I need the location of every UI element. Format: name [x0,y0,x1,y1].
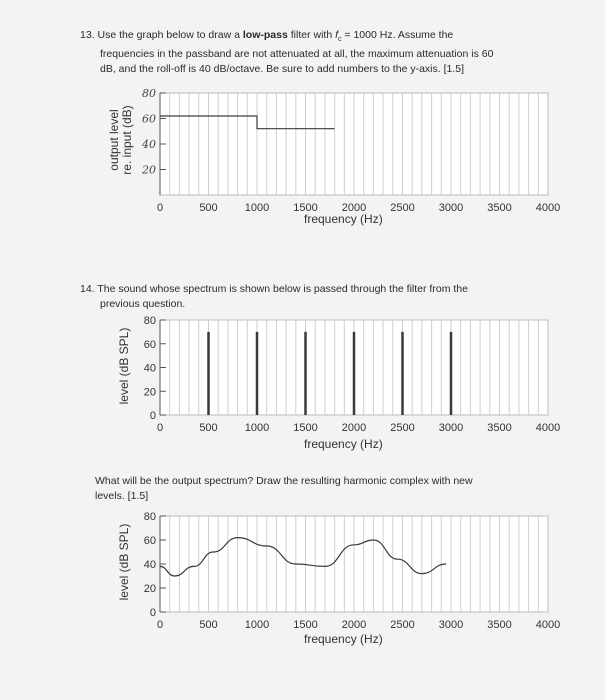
q15-line2: levels. [1.5] [95,490,149,502]
chart3-xtick-label: 3500 [487,619,512,631]
q13-text-b: filter with [287,29,336,41]
chart2-xtick-label: 1500 [293,422,318,434]
chart3-xtick-label: 3000 [438,619,464,631]
chart1-xlabel: frequency (Hz) [304,212,383,226]
chart1-xtick-label: 3500 [487,202,512,214]
chart3-ylabel-text: level (dB SPL) [117,523,131,601]
q13-bold: low-pass [242,29,288,41]
q14-text: The sound whose spectrum is shown below is passed through the filter from the [97,283,468,295]
chart2-ytick-label: 20 [143,386,156,399]
chart1-xtick-label: 1000 [244,202,270,214]
chart2-ylabel-text: level (dB SPL) [117,327,131,405]
q13-text-a: Use the graph below to draw a [97,29,243,41]
chart2-xtick-label: 2000 [341,422,367,434]
q13-line3: dB, and the roll-off is 40 dB/octave. Be sure to add numbers to the y-axis. [1.5] [100,63,465,76]
chart3-xtick-label: 0 [156,619,164,631]
chart2-xtick-label: 3500 [487,422,512,434]
chart2-ytick-label: 80 [143,315,156,327]
q14-line2: previous question. [100,298,186,310]
q13-fc: f [335,29,338,41]
chart1-ytick-label: 60 [142,112,156,126]
q15-line1: What will be the output spectrum? Draw the resulting harmonic complex with new [95,475,473,487]
chart1-ytick-label: 20 [142,163,156,177]
chart1-xtick-label: 3000 [438,202,464,214]
q13-text-c: = 1000 Hz. Assume the [341,29,454,41]
q14-line1 [80,282,580,297]
chart1-ytick-label: 40 [142,138,156,151]
chart1-ylabel-line1: output level [107,109,121,171]
chart3-xtick-label: 2500 [390,619,415,631]
chart3-xtick-label: 1000 [244,619,270,631]
question-14 [80,282,580,312]
chart2-ytick-label: 40 [143,362,156,375]
chart2-ytick-label: 60 [143,338,156,351]
chart2-xtick-label: 500 [199,422,218,434]
chart3-ytick-label: 20 [143,583,156,595]
chart1-xtick-label: 1500 [293,202,318,214]
chart3-xlabel: frequency (Hz) [304,632,383,646]
chart1-xtick-label: 0 [156,202,164,214]
chart1-xtick-label: 500 [199,202,218,214]
chart2-xlabel: frequency (Hz) [304,437,383,451]
chart3-ylabel [118,512,131,612]
chart1-xtick-label: 2000 [341,202,367,214]
chart2-xtick-label: 2500 [390,422,415,434]
chart2-xtick-label: 1000 [244,422,270,434]
question-15 [95,474,575,504]
chart3-ytick-label: 60 [143,535,156,547]
chart3-ytick-label: 40 [143,559,156,571]
q13-number: 13. [80,29,95,41]
chart2-ylabel [118,316,131,416]
chart1-xtick-label: 2500 [390,202,415,214]
chart2-xtick-label: 3000 [438,422,464,434]
chart1-ytick-label: 80 [142,87,156,100]
chart2-xtick-label: 0 [156,422,164,434]
chart3-ytick-label: 0 [149,607,156,619]
chart3-xtick-label: 1500 [293,619,318,631]
chart3-xtick-label: 4000 [535,619,561,631]
chart1-xtick-label: 4000 [535,202,561,214]
q13-line2: frequencies in the passband are not attenuated at all, the maximum attenuation is 60 [100,48,494,61]
chart2-xtick-label: 4000 [535,422,561,434]
chart2-ytick-label: 0 [149,410,156,422]
chart3-xtick-label: 2000 [341,619,367,631]
q13-fc-sub: c [338,36,342,44]
chart3-xtick-label: 500 [199,619,218,631]
q14-number: 14. [80,283,95,295]
chart1-ylabel-line2: re. input (dB) [120,105,134,175]
chart3-ytick-label: 80 [143,511,156,523]
